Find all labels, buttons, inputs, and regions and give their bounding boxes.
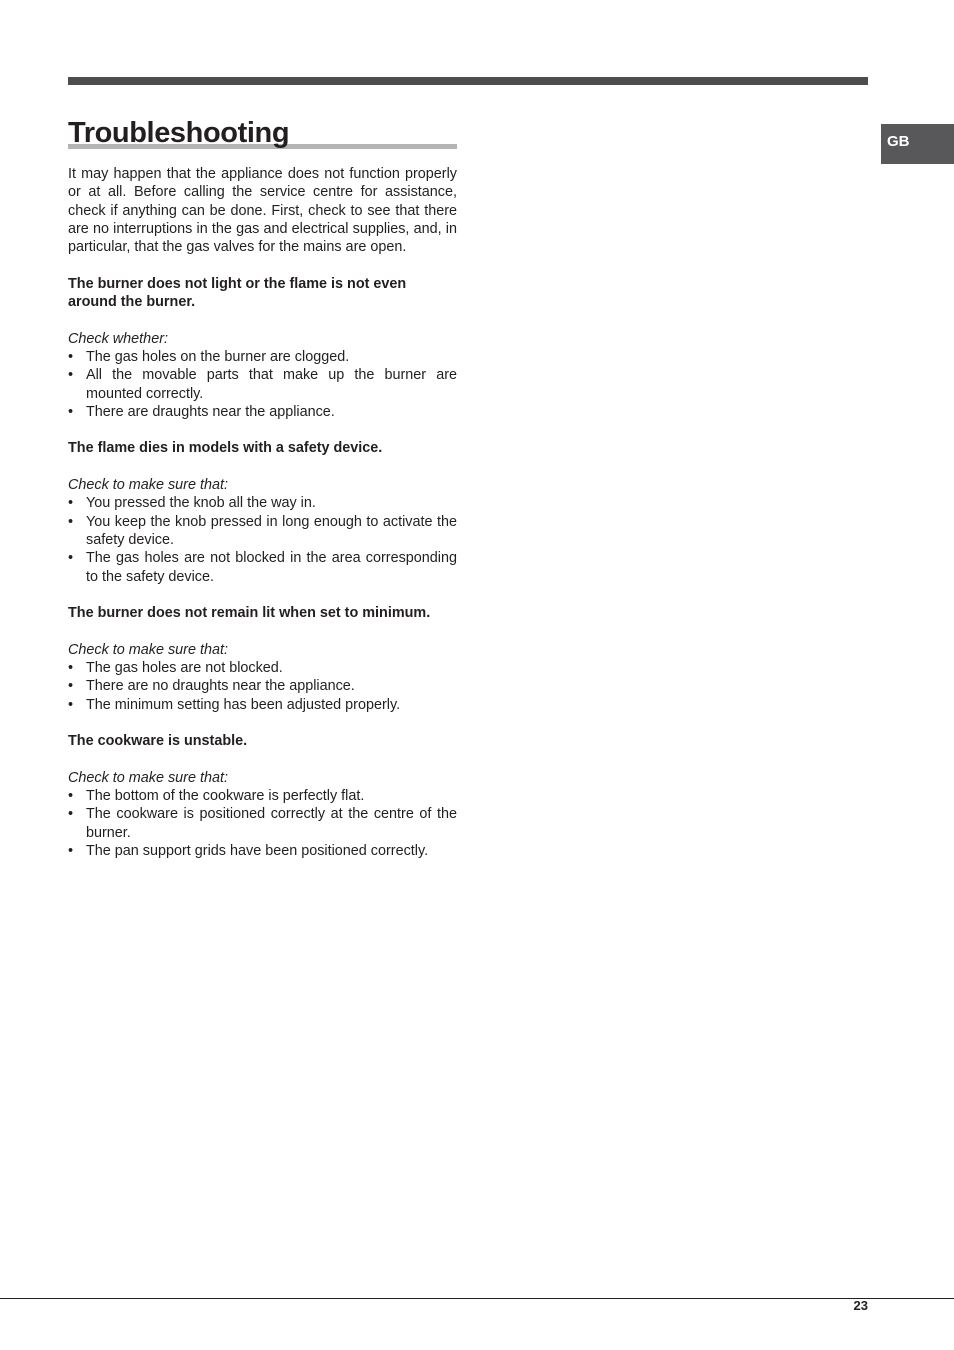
section-cookware-unstable bbox=[68, 732, 457, 860]
section-heading: The flame dies in models with a safety device. bbox=[68, 440, 383, 457]
intro-paragraph: It may happen that the appliance does not function properly or at all. Before calling the service centre for assistance, check if anything can be done. First, check to see that there are no interruptions in the gas and electrical supplies, and, in particular, that the gas valves for the mains are open. bbox=[68, 166, 457, 256]
troubleshooting-content bbox=[68, 165, 457, 879]
check-label: Check whether: bbox=[68, 330, 168, 347]
list-item: • There are no draughts near the appliance. bbox=[68, 677, 457, 695]
list-item: • You keep the knob pressed in long enough to activate the safety device. bbox=[68, 513, 457, 550]
bullet-list bbox=[68, 348, 457, 421]
section-flame-dies bbox=[68, 439, 457, 585]
footer-rule bbox=[0, 1298, 954, 1299]
list-item: • You pressed the knob all the way in. bbox=[68, 494, 457, 512]
list-item: • The gas holes are not blocked. bbox=[68, 659, 457, 677]
section-burner-not-lighting bbox=[68, 275, 457, 421]
bullet-list bbox=[68, 787, 457, 860]
check-label: Check to make sure that: bbox=[68, 477, 228, 494]
list-item: • The bottom of the cookware is perfectly flat. bbox=[68, 787, 457, 805]
section-heading: The burner does not remain lit when set to minimum. bbox=[68, 605, 431, 622]
section-burner-not-remaining-lit bbox=[68, 604, 457, 714]
language-tab: GB bbox=[881, 124, 954, 164]
section-heading: The cookware is unstable. bbox=[68, 733, 248, 750]
section-heading: The burner does not light or the flame is not even around the burner. bbox=[68, 275, 407, 311]
list-item: • The gas holes are not blocked in the area corresponding to the safety device. bbox=[68, 549, 457, 586]
list-item: • There are draughts near the appliance. bbox=[68, 403, 457, 421]
bullet-list bbox=[68, 659, 457, 714]
list-item: • The minimum setting has been adjusted properly. bbox=[68, 696, 457, 714]
list-item: • The cookware is positioned correctly at the centre of the burner. bbox=[68, 805, 457, 842]
check-label: Check to make sure that: bbox=[68, 641, 228, 658]
header-bar bbox=[68, 77, 868, 85]
list-item: • All the movable parts that make up the burner are mounted correctly. bbox=[68, 366, 457, 403]
page-number: 23 bbox=[853, 1298, 868, 1313]
check-label: Check to make sure that: bbox=[68, 769, 228, 786]
list-item: • The pan support grids have been positioned correctly. bbox=[68, 842, 457, 860]
bullet-list bbox=[68, 494, 457, 585]
page-title: Troubleshooting bbox=[68, 117, 290, 149]
list-item: • The gas holes on the burner are clogged. bbox=[68, 348, 457, 366]
